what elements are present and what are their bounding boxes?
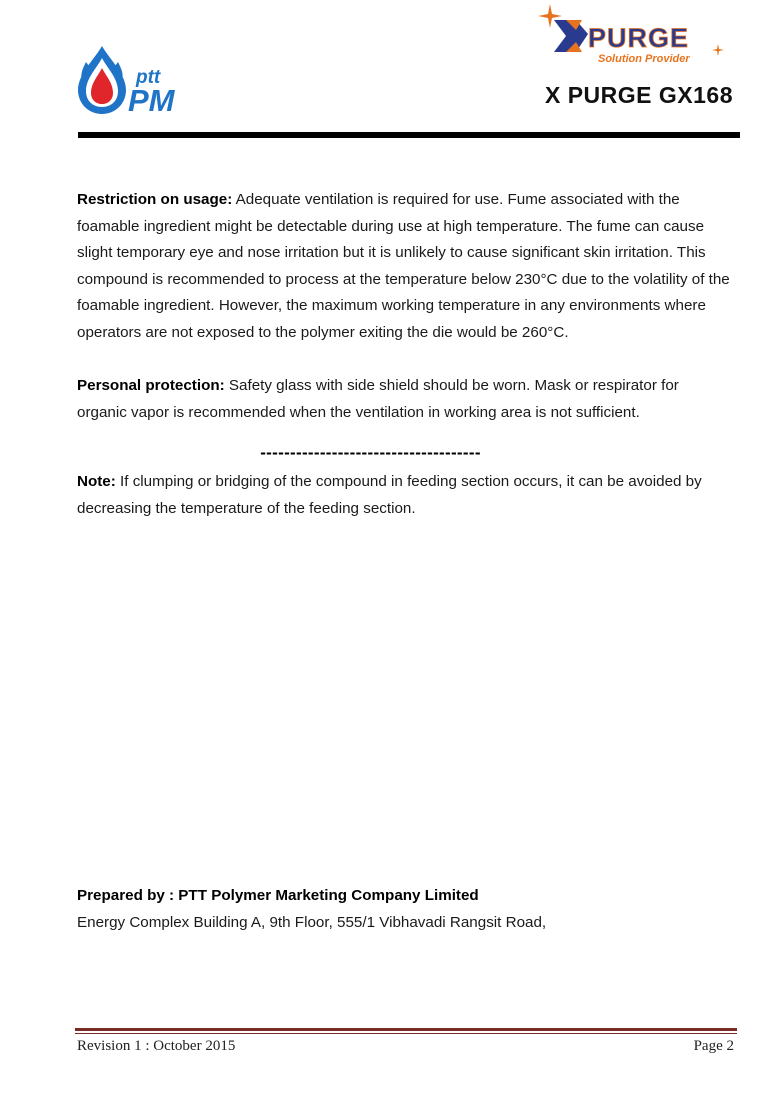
note-paragraph xyxy=(77,469,732,522)
ptt-pm-logo xyxy=(72,44,190,116)
dashed-separator: ------------------------------------- xyxy=(260,443,481,463)
ptt-flame-icon xyxy=(72,44,190,116)
solution-provider-tagline: Solution Provider xyxy=(598,53,690,65)
revision-info: Revision 1 : October 2015 xyxy=(77,1038,236,1054)
protection-paragraph xyxy=(77,373,732,426)
product-title: X PURGE GX168 xyxy=(544,82,733,108)
header-divider xyxy=(78,132,740,138)
prepared-by-address: Energy Complex Building A, 9th Floor, 555/1 Vibhavadi Rangsit Road, xyxy=(77,913,547,931)
prepared-by-label xyxy=(77,883,546,910)
footer-divider-thin xyxy=(75,1033,737,1034)
document-body xyxy=(77,187,732,523)
pm-wordmark: PM xyxy=(128,83,175,116)
prepared-by-block xyxy=(77,883,546,936)
restriction-text: Adequate ventilation is required for use. Fume associated with the foamable ingredient might be detectable during use at high temperature. The fume can cause slight temporary eye and nose irritation but it is unlikely to cause significant skin irritation. This compound is recommended to process at the temperature below 230°C due to the volatility of the foamable ingredient. However, the maximum working temperature in any environments where operators are not exposed to the polymer exiting the die would be 260°C. xyxy=(77,191,730,341)
purge-wordmark: PURGE xyxy=(588,23,690,53)
restriction-paragraph xyxy=(77,187,732,347)
footer-divider-thick xyxy=(75,1028,737,1031)
xpurge-logo-icon xyxy=(536,2,732,66)
xpurge-logo xyxy=(536,2,732,66)
page-number: Page 2 xyxy=(693,1038,734,1054)
paragraph-gap xyxy=(77,347,732,374)
protection-text: Safety glass with side shield should be worn. Mask or respirator for organic vapor is recommended when the ventilation in working area is not sufficient. xyxy=(77,377,679,421)
note-text: If clumping or bridging of the compound in feeding section occurs, it can be avoided by decreasing the temperature of the feeding section. xyxy=(77,473,702,517)
restriction-label: Restriction on usage: xyxy=(77,191,233,208)
protection-label: Personal protection: xyxy=(77,377,225,395)
note-label: Note: xyxy=(77,473,116,491)
prepared-by-company: Prepared by : PTT Polymer Marketing Company Limited xyxy=(77,887,479,904)
ptt-wordmark: ptt xyxy=(136,67,161,88)
